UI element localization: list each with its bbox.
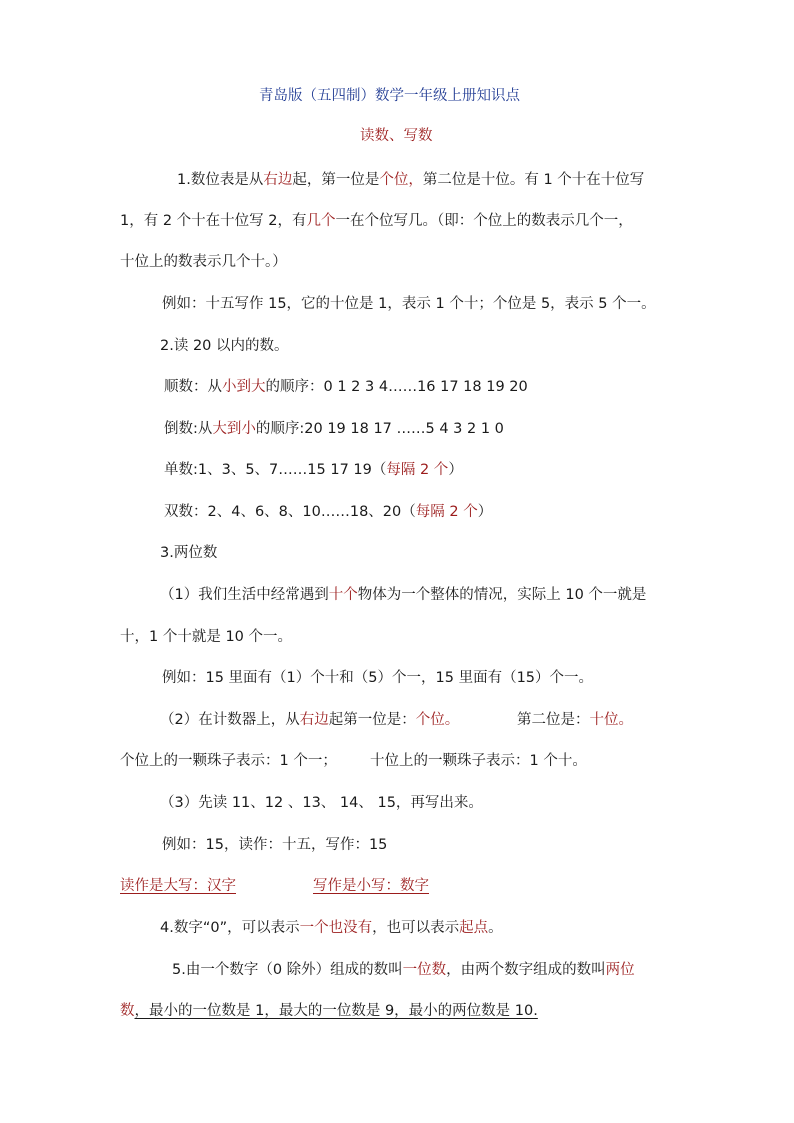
text-run: 顺数：从 bbox=[164, 379, 222, 395]
text-run: 第二位是十位。有 1 个十在十位写 bbox=[422, 172, 645, 188]
text-run: 双数：2、4、6、8、10……18、20（ bbox=[164, 504, 416, 520]
paragraph-1-line-2 bbox=[120, 211, 633, 231]
text-run: 倒数:从 bbox=[164, 421, 213, 437]
page-title: 青岛版（五四制）数学一年级上册知识点 bbox=[259, 88, 520, 104]
text-run: （2）在计数器上，从 bbox=[160, 712, 300, 728]
abacus-ones: 个位上的一颗珠子表示：1 个一； bbox=[120, 753, 337, 769]
highlight-text: 十位。 bbox=[589, 712, 633, 728]
paragraph-1-line-1 bbox=[177, 170, 644, 190]
text-run: 物体为一个整体的情况，实际上 10 个一就是 bbox=[357, 587, 647, 603]
text-run: （1）我们生活中经常遇到 bbox=[160, 587, 329, 603]
text-run: 5.由一个数字（0 除外）组成的数叫 bbox=[172, 962, 403, 978]
highlight-text: 右边 bbox=[263, 172, 293, 188]
text-run: 写作是小写：数字 bbox=[313, 878, 429, 894]
highlight-text: 个位， bbox=[379, 172, 423, 188]
highlight-text: 小到大 bbox=[222, 379, 266, 395]
example-3: 例如：15，读作：十五，写作：15 bbox=[162, 837, 388, 853]
note-reading: 读作是大写：汉字 bbox=[120, 878, 236, 894]
highlight-text: 两位 bbox=[605, 962, 635, 978]
section-heading: 读数、写数 bbox=[360, 128, 433, 144]
example-1: 例如：十五写作 15，它的十位是 1，表示 1 个十；个位是 5，表示 5 个一。 bbox=[162, 296, 656, 312]
text-run: 。 bbox=[488, 920, 503, 936]
paragraph-5-line-2 bbox=[120, 1001, 538, 1021]
highlight-text: 一个也没有 bbox=[299, 920, 373, 936]
heading-3: 3.两位数 bbox=[160, 545, 218, 561]
abacus-tens: 十位上的一颗珠子表示：1 个十。 bbox=[370, 753, 587, 769]
text-run: ） bbox=[477, 504, 493, 520]
paragraph-3-3: （3）先读 11、12 、13、 14、 15，再写出来。 bbox=[160, 795, 483, 811]
paragraph-4 bbox=[160, 918, 503, 938]
paragraph-5-line-1 bbox=[172, 960, 635, 980]
highlight-text: 数 bbox=[120, 1003, 135, 1019]
highlight-text: 十个 bbox=[328, 587, 358, 603]
note-writing bbox=[247, 876, 435, 896]
text-run: ，由两个数字组成的数叫 bbox=[446, 962, 606, 978]
paragraph-3-1-line-2: 十，1 个十就是 10 个一。 bbox=[120, 629, 293, 645]
paragraph-1-line-3: 十位上的数表示几个十。） bbox=[120, 254, 287, 270]
text-run: ，也可以表示 bbox=[372, 920, 460, 936]
text-run: 的顺序:20 19 18 17 ……5 4 3 2 1 0 bbox=[255, 421, 504, 437]
text-run: 起，第一位是 bbox=[292, 172, 380, 188]
highlight-text: 右边 bbox=[299, 712, 329, 728]
highlight-text: 一位数 bbox=[402, 962, 447, 978]
example-2: 例如：15 里面有（1）个十和（5）个一，15 里面有（15）个一。 bbox=[162, 670, 594, 686]
even-numbers bbox=[164, 502, 492, 522]
text-run: 1，有 2 个十在十位写 2，有 bbox=[120, 213, 307, 229]
count-ascending bbox=[164, 377, 528, 397]
paragraph-3-2-second bbox=[517, 710, 633, 730]
text-run: 一在个位写几。（即：个位上的数表示几个一， bbox=[335, 213, 633, 229]
text-run: 1.数位表是从 bbox=[177, 172, 264, 188]
text-run: 单数:1、3、5、7……15 17 19（ bbox=[164, 462, 387, 478]
text-run: ） bbox=[448, 462, 463, 478]
text-run: 第二位是： bbox=[517, 712, 590, 728]
highlight-text: 几个 bbox=[306, 213, 336, 229]
highlight-text: 每隔 2 个 bbox=[415, 504, 478, 520]
text-run: 的顺序：0 1 2 3 4……16 17 18 19 20 bbox=[265, 379, 528, 395]
highlight-text: 每隔 2 个 bbox=[386, 462, 449, 478]
text-run: 4.数字“0”，可以表示 bbox=[160, 920, 300, 936]
highlight-text: 大到小 bbox=[212, 421, 256, 437]
underlined-text: ，最小的一位数是 1，最大的一位数是 9，最小的两位数是 10. bbox=[134, 1003, 538, 1019]
paragraph-3-2 bbox=[160, 710, 459, 730]
heading-2: 2.读 20 以内的数。 bbox=[160, 338, 289, 354]
text-run: 起第一位是： bbox=[328, 712, 416, 728]
highlight-text: 个位。 bbox=[415, 712, 460, 728]
count-descending bbox=[164, 419, 504, 439]
highlight-text: 起点 bbox=[459, 920, 489, 936]
paragraph-3-1-line-1 bbox=[160, 585, 646, 605]
odd-numbers bbox=[164, 460, 463, 480]
